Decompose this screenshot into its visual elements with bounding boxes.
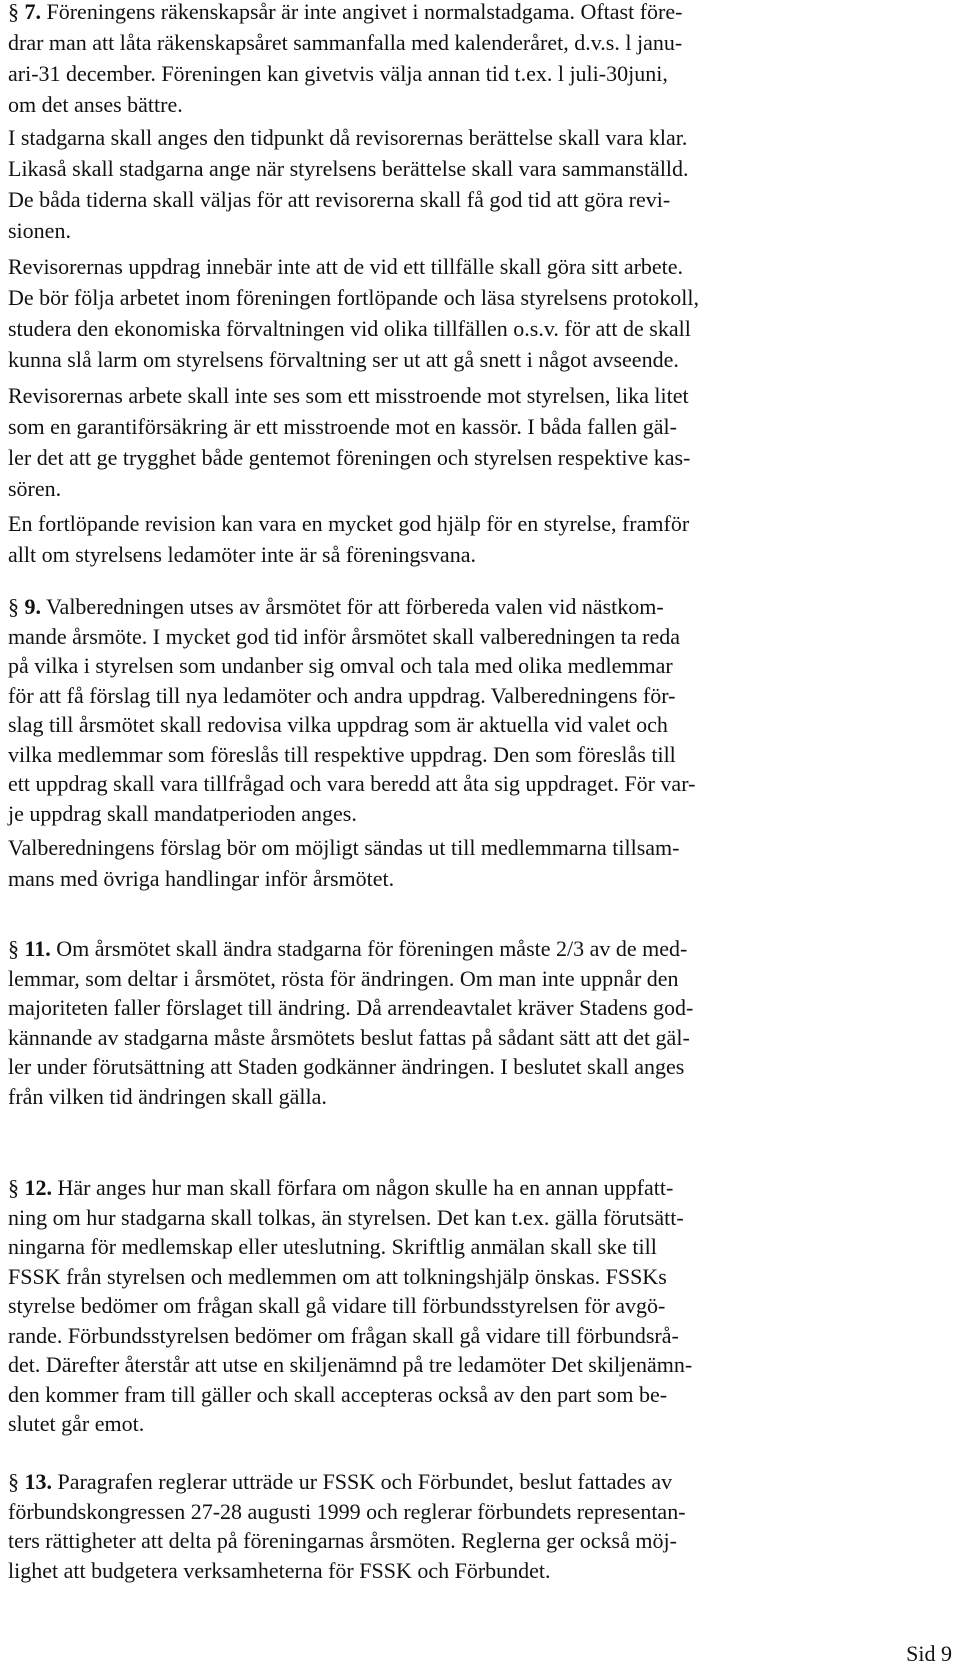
- paragraph-line: En fortlöpande revision kan vara en mycket god hjälp för en styrelse, framför: [8, 511, 690, 536]
- section-13-line: lighet att budgetera verksamheterna för FSSK och Förbundet.: [8, 1557, 551, 1583]
- paragraph-line: Likaså skall stadgarna ange när styrelsens berättelse skall vara sammanställd.: [8, 156, 689, 181]
- paragraph-line: ler det att ge trygghet både gentemot föreningen och styrelsen respektive kas-: [8, 445, 691, 470]
- section-11-line: kännande av stadgarna måste årsmötets beslut fattas på sådant sätt att det gäl-: [8, 1024, 690, 1050]
- section-12-line: ning om hur stadgarna skall tolkas, än styrelsen. Det kan t.ex. gälla förutsätt-: [8, 1204, 684, 1230]
- section-9-line: på vilka i styrelsen som undanber sig omval och tala med olika medlemmar: [8, 653, 673, 678]
- section-text: Föreningens räkenskapsår är inte angivet i normalstadgama. Oftast före-: [41, 0, 683, 24]
- section-9-line: mande årsmöte. I mycket god tid inför årsmötet skall valberedningen ta reda: [8, 623, 680, 649]
- section-11-line: ler under förutsättning att Staden godkänner ändringen. I beslutet skall anges: [8, 1054, 685, 1079]
- section-11-line-1: [8, 934, 948, 964]
- section-12-line: det. Därefter återstår att utse en skiljenämnd på tre ledamöter Det skiljenämn-: [8, 1352, 693, 1377]
- section-12-line: den kommer fram till gäller och skall accepteras också av den part som be-: [8, 1381, 668, 1407]
- section-9-line: slag till årsmötet skall redovisa vilka uppdrag som är aktuella vid valet och: [8, 712, 668, 737]
- section-number: 13.: [24, 1469, 52, 1494]
- paragraph-line: I stadgarna skall anges den tidpunkt då revisorernas berättelse skall vara klar.: [8, 125, 688, 150]
- section-text: Om årsmötet skall ändra stadgarna för föreningen måste 2/3 av de med-: [50, 936, 688, 961]
- section-11-line: majoriteten faller förslaget till ändring. Då arrendeavtalet kräver Stadens god-: [8, 995, 694, 1020]
- section-12-line: FSSK från styrelsen och medlemmen om att tolkningshjälp önskas. FSSKs: [8, 1263, 667, 1289]
- section-12: [8, 1173, 948, 1439]
- paragraph-valberedning: [8, 832, 948, 894]
- section-marker: §: [8, 0, 19, 24]
- section-11-line: från vilken tid ändringen skall gälla.: [8, 1083, 327, 1109]
- section-7: [8, 0, 948, 120]
- paragraph-fortlopande: [8, 508, 948, 570]
- paragraph-stadgarna: [8, 122, 948, 246]
- paragraph-line: Revisorernas uppdrag innebär inte att de vid ett tillfälle skall göra sitt arbete.: [8, 254, 684, 279]
- section-9-line-1: [8, 592, 948, 622]
- section-11: [8, 934, 948, 1111]
- section-11-line: lemmar, som deltar i årsmötet, rösta för ändringen. Om man inte uppnår den: [8, 965, 679, 991]
- section-number: 11.: [24, 936, 51, 961]
- paragraph-line: sören.: [8, 476, 62, 501]
- section-9: [8, 592, 948, 828]
- section-12-line: ningarna för medlemskap eller uteslutning. Skriftlig anmälan skall ske till: [8, 1234, 657, 1259]
- section-7-line-3: ari-31 december. Föreningen kan givetvis välja annan tid t.ex. l juli-30juni,: [8, 61, 668, 86]
- section-7-line-2: drar man att låta räkenskapsåret sammanfalla med kalenderåret, d.v.s. l janu-: [8, 30, 683, 55]
- section-marker: §: [8, 1175, 19, 1200]
- section-9-line: för att få förslag till nya ledamöter och andra uppdrag. Valberedningens för-: [8, 682, 676, 708]
- paragraph-line: kunna slå larm om styrelsens förvaltning ser ut att gå snett i något avseende.: [8, 347, 679, 372]
- section-12-line: styrelse bedömer om frågan skall gå vidare till förbundsstyrelsen för avgö-: [8, 1293, 666, 1318]
- paragraph-uppdrag: [8, 251, 948, 375]
- section-9-line: ett uppdrag skall vara tillfrågad och vara beredd att åta sig uppdraget. För var-: [8, 771, 696, 796]
- section-number: 9.: [24, 594, 41, 619]
- section-12-line: rande. Förbundsstyrelsen bedömer om frågan skall gå vidare till förbundsrå-: [8, 1322, 679, 1348]
- section-13-line: ters rättigheter att delta på föreningarnas årsmöten. Reglerna ger också möj-: [8, 1528, 677, 1553]
- section-12-line: slutet går emot.: [8, 1411, 145, 1436]
- paragraph-line: som en garantiförsäkring är ett misstroende mot en kassör. I båda fallen gäl-: [8, 414, 677, 439]
- page-number: Sid 9: [906, 1641, 952, 1666]
- paragraph-line: sionen.: [8, 218, 71, 243]
- paragraph-line: mans med övriga handlingar inför årsmötet.: [8, 866, 395, 891]
- section-marker: §: [8, 1469, 19, 1494]
- paragraph-line: Valberedningens förslag bör om möjligt sändas ut till medlemmarna tillsam-: [8, 835, 680, 860]
- section-7-line-4: om det anses bättre.: [8, 92, 183, 117]
- section-12-line-1: [8, 1173, 948, 1203]
- section-7-line-1: [8, 0, 948, 27]
- section-marker: §: [8, 594, 19, 619]
- paragraph-line: Revisorernas arbete skall inte ses som ett misstroende mot styrelsen, lika litet: [8, 383, 689, 408]
- section-9-line: je uppdrag skall mandatperioden anges.: [8, 800, 357, 826]
- paragraph-line: De bör följa arbetet inom föreningen fortlöpande och läsa styrelsens protokoll,: [8, 285, 699, 310]
- paragraph-misstroende: [8, 380, 948, 504]
- section-number: 12.: [24, 1175, 52, 1200]
- section-13-line: förbundskongressen 27-28 augusti 1999 och reglerar förbundets representan-: [8, 1498, 686, 1524]
- section-13: [8, 1467, 948, 1585]
- section-text: Valberedningen utses av årsmötet för att förbereda valen vid nästkom-: [41, 594, 664, 619]
- paragraph-line: De båda tiderna skall väljas för att revisorerna skall få god tid att göra revi-: [8, 187, 671, 212]
- section-number: 7.: [24, 0, 41, 24]
- section-text: Paragrafen reglerar utträde ur FSSK och Förbundet, beslut fattades av: [52, 1469, 673, 1494]
- section-marker: §: [8, 936, 19, 961]
- section-9-line: vilka medlemmar som föreslås till respektive uppdrag. Den som föreslås till: [8, 741, 676, 767]
- section-13-line-1: [8, 1467, 948, 1497]
- paragraph-line: allt om styrelsens ledamöter inte är så föreningsvana.: [8, 542, 476, 567]
- paragraph-line: studera den ekonomiska förvaltningen vid olika tillfällen o.s.v. för att de skall: [8, 316, 691, 341]
- section-text: Här anges hur man skall förfara om någon skulle ha en annan uppfatt-: [52, 1175, 674, 1200]
